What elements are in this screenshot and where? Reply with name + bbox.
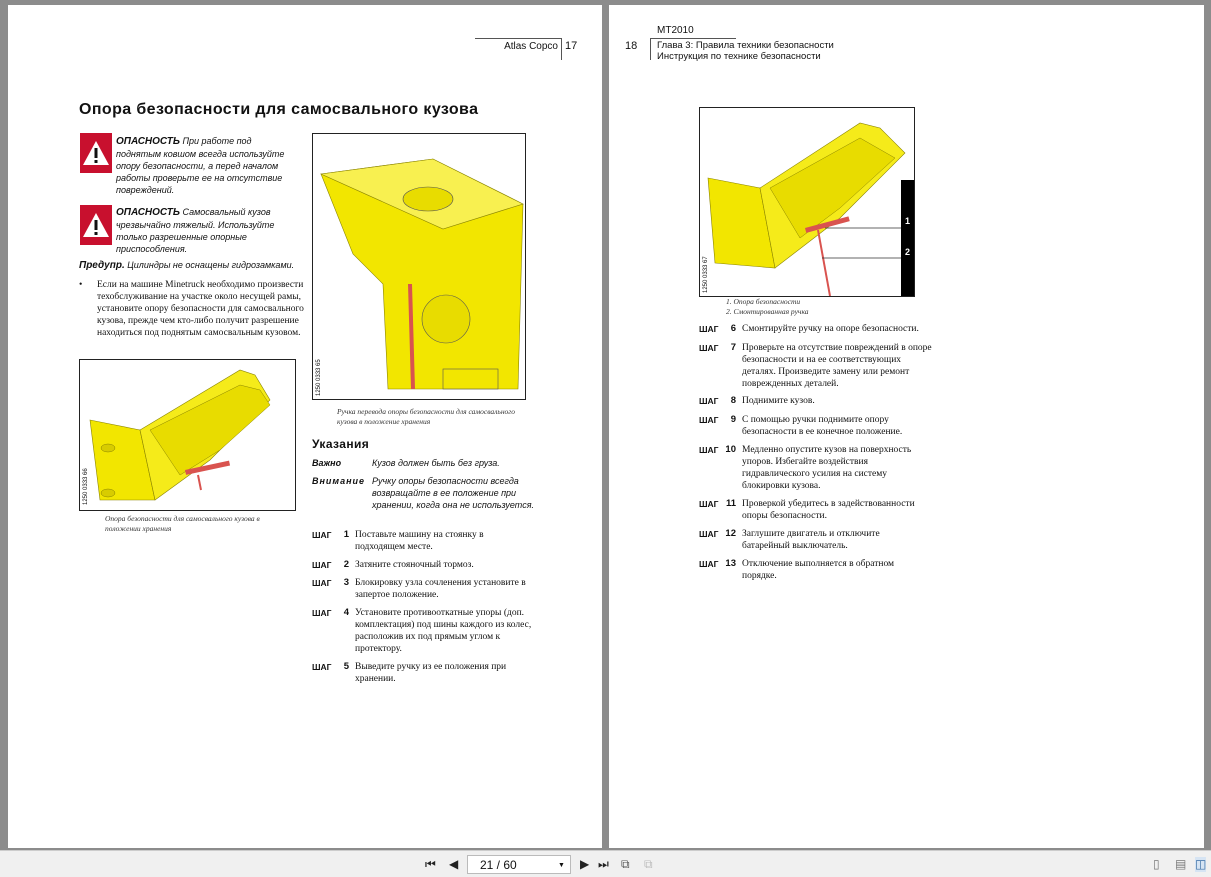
first-page-icon[interactable]: ⏮ — [425, 857, 436, 871]
danger-warning-1 — [116, 135, 291, 196]
step-number: 2 — [343, 559, 349, 570]
step-label: ШАГ — [699, 499, 719, 509]
step-text: Проверкой убедитесь в задействованности опоры безопасности. — [742, 499, 915, 521]
step-8 — [699, 395, 932, 407]
step-number: 11 — [725, 498, 736, 509]
step-text: Смонтируйте ручку на опоре безопасности. — [742, 324, 919, 334]
callout-bar — [901, 180, 915, 297]
danger-warning-2 — [116, 206, 291, 255]
step-number: 6 — [730, 323, 736, 334]
continuous-view-icon[interactable]: ▤ — [1175, 857, 1187, 871]
step-number: 9 — [730, 414, 736, 425]
next-page-icon[interactable]: ▶ — [580, 857, 590, 871]
header-divider — [650, 38, 651, 60]
step-5 — [312, 661, 535, 685]
page-field[interactable]: 21 / 60 — [480, 857, 517, 872]
header-rule — [650, 38, 736, 39]
single-page-view-icon[interactable]: ▯ — [1153, 857, 1160, 871]
frame-illustration — [80, 360, 296, 511]
notes-heading: Указания — [312, 437, 370, 451]
danger-text: Самосвальный кузов чрезвычайно тяжелый. Используйте только разрешенные опорные приспособления. — [116, 207, 275, 254]
step-label: ШАГ — [312, 530, 332, 540]
step-number: 1 — [343, 529, 349, 540]
step-label: ШАГ — [699, 415, 719, 425]
header-rule — [475, 38, 561, 39]
step-label: ШАГ — [312, 608, 332, 618]
step-4 — [312, 607, 535, 655]
step-label: ШАГ — [699, 529, 719, 539]
page-selector[interactable] — [467, 855, 571, 874]
step-text: Проверьте на отсутствие повреждений в опоре безопасности и на ее соответствующих деталях. Произведите замену или ремонт поврежденных деталей. — [742, 343, 932, 389]
section-title: Инструкция по технике безопасности — [657, 51, 821, 62]
frame-illustration — [700, 108, 915, 297]
step-text: Блокировку узла сочленения установите в запертое положение. — [355, 578, 526, 600]
step-label: ШАГ — [699, 324, 719, 334]
figure-legend-1: 1. Опора безопасности — [726, 297, 801, 306]
danger-label: ОПАСНОСТЬ — [116, 207, 180, 218]
page-number: 17 — [565, 40, 578, 52]
step-text: Поднимите кузов. — [742, 396, 815, 406]
model-name: MT2010 — [657, 25, 694, 36]
two-page-view-icon[interactable]: ◫ — [1195, 857, 1207, 871]
step-1 — [312, 529, 535, 553]
left-page — [8, 5, 602, 848]
viewer-toolbar — [0, 850, 1211, 877]
figure-caption: Ручка перевода опоры безопасности для самосвального кузова в положение хранения — [337, 407, 515, 426]
figure-frame-mounted — [699, 107, 915, 297]
step-text: Отключение выполняется в обратном порядке. — [742, 559, 895, 581]
figure-caption: Опора безопасности для самосвального кузова в положении хранения — [105, 514, 260, 533]
fit-width-icon[interactable]: ⧉ — [644, 857, 653, 871]
note-text: Ручку опоры безопасности всегда возвращайте в ее положение при хранении, когда она не используется. — [372, 476, 534, 510]
step-number: 8 — [730, 395, 736, 406]
danger-icon — [80, 133, 112, 173]
note-important — [312, 457, 542, 469]
step-number: 13 — [725, 558, 736, 569]
chapter-title: Глава 3: Правила техники безопасности — [657, 40, 834, 51]
caution-label: Предупр. — [79, 260, 125, 271]
danger-icon — [80, 205, 112, 245]
note-label: Внимание — [312, 476, 366, 486]
step-label: ШАГ — [699, 445, 719, 455]
note-attention — [312, 475, 542, 511]
step-label: ШАГ — [699, 343, 719, 353]
step-10 — [699, 444, 922, 492]
step-label: ШАГ — [699, 396, 719, 406]
page-title: Опора безопасности для самосвального кузова — [79, 101, 479, 118]
step-2 — [312, 559, 535, 571]
danger-label: ОПАСНОСТЬ — [116, 136, 180, 147]
page-number: 18 — [625, 40, 638, 52]
bullet-text: Если на машине Minetruck необходимо произвести техобслуживание на участке около несущей рамы, установите опору безопасности для самосвального кузова, прежде чем кто-либо получит разрешение находиться под поднятым самосвальным кузовом. — [97, 280, 304, 338]
figure-id: 1250 0333 67 — [703, 256, 709, 293]
caution-note — [79, 260, 309, 271]
header-divider — [561, 38, 562, 60]
step-13 — [699, 558, 912, 582]
step-label: ШАГ — [312, 560, 332, 570]
step-label: ШАГ — [312, 662, 332, 672]
step-number: 3 — [343, 577, 349, 588]
bullet-item — [79, 279, 309, 339]
step-text: Поставьте машину на стоянку в подходящем месте. — [355, 530, 484, 552]
previous-page-icon[interactable]: ◀ — [449, 857, 459, 871]
step-number: 12 — [725, 528, 736, 539]
caution-text: Цилиндры не оснащены гидрозамками. — [127, 260, 295, 270]
figure-legend-2: 2. Смонтированная ручка — [726, 307, 809, 316]
step-11 — [699, 498, 927, 522]
figure-frame-handle — [312, 133, 526, 400]
step-9 — [699, 414, 922, 438]
step-text: Медленно опустите кузов на поверхность упоров. Избегайте воздействия гидравлического усилия на систему блокировки кузова. — [742, 445, 912, 491]
step-number: 4 — [343, 607, 349, 618]
chevron-down-icon[interactable]: ▼ — [558, 860, 565, 869]
step-text: Затяните стояночный тормоз. — [355, 560, 474, 570]
step-6 — [699, 323, 932, 335]
step-number: 5 — [343, 661, 349, 672]
step-7 — [699, 342, 932, 390]
header-brand: Atlas Copco — [504, 41, 558, 52]
step-text: С помощью ручки поднимите опору безопасности в ее конечное положение. — [742, 415, 903, 437]
right-page — [609, 5, 1204, 848]
support-illustration — [313, 134, 526, 400]
bullet-icon: • — [79, 280, 83, 290]
figure-id: 1250 0333 65 — [316, 359, 322, 396]
danger-text: При работе под поднятым ковшом всегда используйте опору безопасности, а перед началом работы проверьте ее на отсутствие повреждений. — [116, 136, 285, 195]
figure-frame-storage — [79, 359, 296, 511]
step-number: 10 — [725, 444, 736, 455]
figure-id: 1250 0333 66 — [83, 468, 89, 505]
step-text: Установите противооткатные упоры (доп. комплектация) под шины каждого из колес, расположив их под прямым углом к протектору. — [355, 608, 532, 654]
fit-page-icon[interactable]: ⧉ — [621, 857, 630, 871]
callout-1: 1 — [905, 216, 911, 226]
note-text: Кузов должен быть без груза. — [372, 458, 500, 468]
step-text: Выведите ручку из ее положения при хранении. — [355, 662, 507, 684]
step-label: ШАГ — [699, 559, 719, 569]
step-text: Заглушите двигатель и отключите батарейный выключатель. — [742, 529, 880, 551]
step-12 — [699, 528, 902, 552]
step-3 — [312, 577, 535, 601]
last-page-icon[interactable]: ⏭ — [598, 857, 609, 871]
callout-2: 2 — [905, 247, 911, 257]
step-label: ШАГ — [312, 578, 332, 588]
note-label: Важно — [312, 458, 342, 468]
step-number: 7 — [730, 342, 736, 353]
